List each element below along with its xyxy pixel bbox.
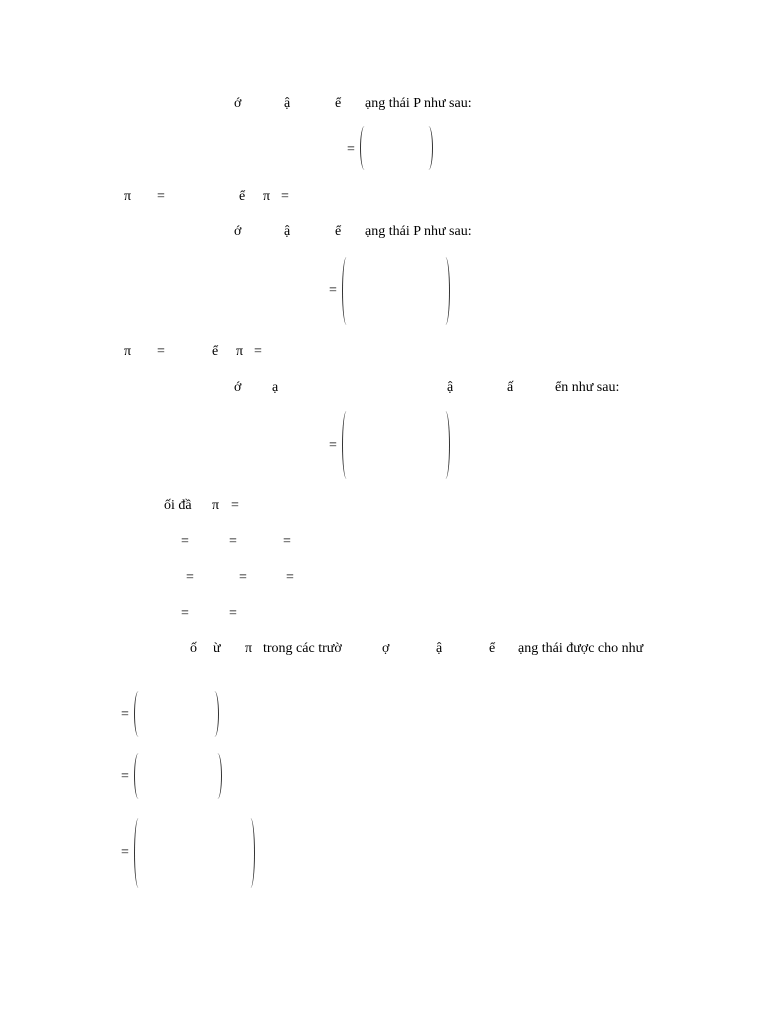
line10-text-c: trong các trườ: [263, 641, 342, 656]
line7-equals-2: =: [229, 534, 237, 549]
matrix3-right-bracket: [441, 411, 450, 479]
line4-pi-2: π: [236, 344, 244, 359]
matrix5-left-bracket: [134, 753, 143, 799]
line4-text-e: ể: [212, 344, 219, 359]
line4-pi-1: π: [124, 344, 132, 359]
matrix2-equals: =: [329, 283, 337, 298]
line10-text-e: ậ: [436, 641, 443, 656]
line7-equals-3: =: [283, 534, 291, 549]
line2-equals-1: =: [157, 189, 165, 204]
line6-text-a: ối đầ: [164, 498, 192, 513]
line2-text-e: ể: [239, 189, 246, 204]
line2-pi-1: π: [124, 189, 132, 204]
line3-text-d: ạng thái P như sau:: [365, 224, 472, 239]
line6-pi: π: [212, 498, 220, 513]
matrix3-equals: =: [329, 438, 337, 453]
line1-text-a: ớ: [234, 96, 242, 111]
matrix4-equals: =: [121, 707, 129, 722]
line1-text-b: ậ: [284, 96, 291, 111]
line10-text-g: ạng thái được cho như: [518, 641, 644, 656]
line5-text-a: ớ: [234, 380, 242, 395]
matrix1-left-bracket: [360, 126, 369, 170]
matrix5-right-bracket: [213, 753, 222, 799]
matrix4-right-bracket: [210, 691, 219, 737]
line3-text-c: ể: [335, 224, 342, 239]
line7-equals-1: =: [181, 534, 189, 549]
line5-text-b: ạ: [272, 380, 279, 395]
line3-text-b: ậ: [284, 224, 291, 239]
line10-text-a: ố: [190, 641, 197, 656]
line5-text-d: ấ: [507, 380, 514, 395]
matrix2-right-bracket: [441, 257, 450, 325]
matrix1-right-bracket: [424, 126, 433, 170]
line8-equals-2: =: [239, 570, 247, 585]
line3-text-a: ớ: [234, 224, 242, 239]
line10-text-b: ừ: [213, 641, 221, 656]
matrix1-equals: =: [347, 142, 355, 157]
matrix6-left-bracket: [134, 818, 143, 888]
line6-equals: =: [231, 498, 239, 513]
line4-equals-2: =: [254, 344, 262, 359]
matrix4-left-bracket: [134, 691, 143, 737]
line2-pi-2: π: [263, 189, 271, 204]
line9-equals-2: =: [229, 606, 237, 621]
matrix2-left-bracket: [342, 257, 351, 325]
matrix3-left-bracket: [342, 411, 351, 479]
line5-text-c: ậ: [447, 380, 454, 395]
line4-equals-1: =: [157, 344, 165, 359]
line8-equals-1: =: [186, 570, 194, 585]
line1-text-d: ạng thái P như sau:: [365, 96, 472, 111]
line1-text-c: ể: [335, 96, 342, 111]
line5-text-e: ển như sau:: [555, 380, 620, 395]
line10-text-f: ể: [489, 641, 496, 656]
matrix6-equals: =: [121, 845, 129, 860]
line2-equals-2: =: [281, 189, 289, 204]
matrix6-right-bracket: [246, 818, 255, 888]
line10-pi: π: [245, 641, 253, 656]
line8-equals-3: =: [286, 570, 294, 585]
line9-equals-1: =: [181, 606, 189, 621]
line10-text-d: ợ: [382, 641, 390, 656]
matrix5-equals: =: [121, 769, 129, 784]
